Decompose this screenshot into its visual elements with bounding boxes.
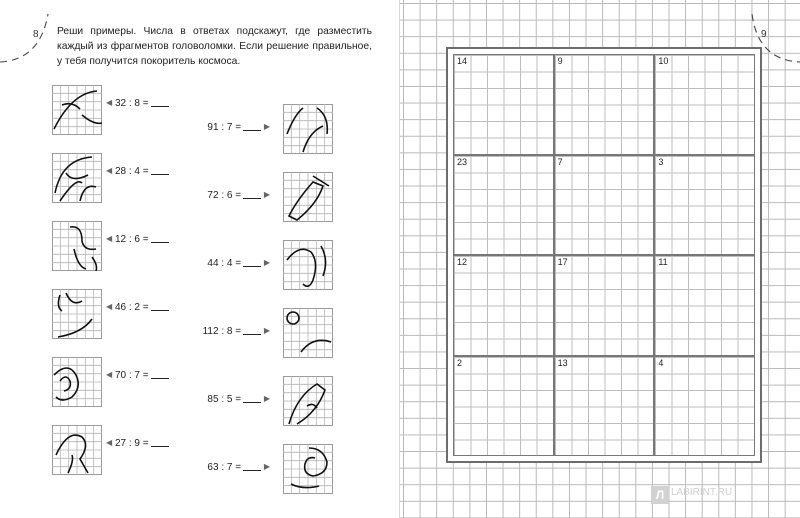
- cell-number: 3: [658, 156, 664, 167]
- puzzle-piece-tile: [52, 85, 102, 135]
- pointer-triangle-icon: ▶: [263, 122, 270, 131]
- puzzle-piece-tile: [52, 289, 102, 339]
- board-cell: [654, 255, 755, 356]
- pointer-triangle-icon: ◀: [106, 302, 113, 311]
- puzzle-row: [0, 221, 400, 291]
- equation-right: [203, 325, 270, 337]
- answer-blank[interactable]: [151, 437, 169, 447]
- pointer-triangle-icon: ▶: [263, 462, 270, 471]
- puzzle-row: [0, 357, 400, 427]
- cell-number: 23: [457, 156, 468, 167]
- cell-number: 13: [557, 357, 568, 368]
- puzzle-piece-tile: [283, 444, 333, 494]
- pointer-triangle-icon: ▶: [263, 190, 270, 199]
- pointer-triangle-icon: ◀: [106, 166, 113, 175]
- board-cell: [453, 356, 554, 457]
- answer-blank[interactable]: [151, 301, 169, 311]
- board-cell: [654, 54, 755, 155]
- pointer-triangle-icon: ◀: [106, 370, 113, 379]
- board-cell: [453, 255, 554, 356]
- puzzle-assembly-board: [446, 47, 762, 463]
- cell-number: 12: [457, 257, 468, 267]
- equation-left: [106, 301, 169, 313]
- equation-right: [207, 121, 270, 133]
- puzzle-piece-tile: [52, 425, 102, 475]
- equation-text: 32 : 8 =: [114, 98, 149, 109]
- equation-right: [207, 257, 270, 269]
- puzzle-row: [0, 85, 400, 155]
- equation-left: [106, 165, 169, 177]
- cell-number: 10: [658, 56, 669, 66]
- puzzle-piece-tile: [283, 308, 333, 358]
- puzzle-piece-tile: [52, 221, 102, 271]
- cell-number: 14: [457, 56, 468, 66]
- equation-text: 91 : 7 =: [207, 122, 242, 133]
- watermark-text: LABIRINT.RU: [671, 487, 733, 498]
- equation-right: [207, 189, 270, 201]
- board-cell: [554, 356, 655, 457]
- puzzle-piece-tile: [52, 153, 102, 203]
- puzzle-piece-tile: [283, 172, 333, 222]
- answer-blank[interactable]: [243, 257, 261, 267]
- equation-left: [106, 369, 169, 381]
- equation-text: 63 : 7 =: [207, 462, 242, 473]
- answer-blank[interactable]: [151, 97, 169, 107]
- cell-number: 11: [658, 257, 668, 267]
- equation-right: [207, 461, 270, 473]
- equation-text: 27 : 9 =: [114, 438, 149, 449]
- page-number-right: 9: [761, 29, 767, 40]
- equation-text: 112 : 8 =: [202, 326, 242, 337]
- board-cell: [654, 155, 755, 256]
- puzzle-row: [0, 425, 400, 495]
- watermark: [651, 486, 732, 504]
- cell-number: 17: [557, 257, 568, 267]
- pointer-triangle-icon: ▶: [263, 326, 270, 335]
- puzzle-piece-tile: [52, 357, 102, 407]
- pointer-triangle-icon: ◀: [106, 98, 113, 107]
- equation-text: 72 : 6 =: [207, 190, 242, 201]
- board-cell: [554, 54, 655, 155]
- pointer-triangle-icon: ▶: [263, 394, 270, 403]
- instructions-text: Реши примеры. Числа в ответах подскажут, где разместить каждый из фрагментов головоломки. Если решение правильное, у тебя получится покоритель космоса.: [57, 26, 372, 67]
- puzzle-piece-tile: [283, 240, 333, 290]
- equation-text: 46 : 2 =: [114, 302, 149, 313]
- answer-blank[interactable]: [243, 189, 261, 199]
- labirint-logo-icon: Л: [651, 486, 669, 504]
- board-cell: [654, 356, 755, 457]
- page-number-left: 8: [33, 29, 39, 40]
- puzzle-piece-tile: [283, 104, 333, 154]
- board-cell: [554, 155, 655, 256]
- answer-blank[interactable]: [243, 461, 261, 471]
- board-cell: [453, 155, 554, 256]
- answer-blank[interactable]: [151, 369, 169, 379]
- puzzle-row: [0, 289, 400, 359]
- pointer-triangle-icon: ◀: [106, 438, 113, 447]
- puzzle-row: [0, 153, 400, 223]
- answer-blank[interactable]: [151, 165, 169, 175]
- answer-blank[interactable]: [243, 121, 261, 131]
- equation-text: 70 : 7 =: [114, 370, 149, 381]
- cell-number: 2: [457, 357, 463, 368]
- puzzle-piece-tile: [283, 376, 333, 426]
- answer-blank[interactable]: [243, 325, 261, 335]
- equation-text: 85 : 5 =: [207, 394, 242, 405]
- pointer-triangle-icon: ▶: [263, 258, 270, 267]
- equation-right: [207, 393, 270, 405]
- equation-left: [106, 233, 169, 245]
- equation-left: [106, 97, 169, 109]
- pointer-triangle-icon: ◀: [106, 234, 113, 243]
- cell-number: 7: [557, 156, 563, 167]
- board-cell: [554, 255, 655, 356]
- cell-number: 4: [658, 357, 664, 368]
- equation-text: 28 : 4 =: [114, 166, 149, 177]
- equation-text: 12 : 6 =: [114, 234, 149, 245]
- answer-blank[interactable]: [151, 233, 169, 243]
- equation-left: [106, 437, 169, 449]
- cell-number: 9: [557, 56, 563, 66]
- answer-blank[interactable]: [243, 393, 261, 403]
- board-cell: [453, 54, 554, 155]
- equation-text: 44 : 4 =: [207, 258, 242, 269]
